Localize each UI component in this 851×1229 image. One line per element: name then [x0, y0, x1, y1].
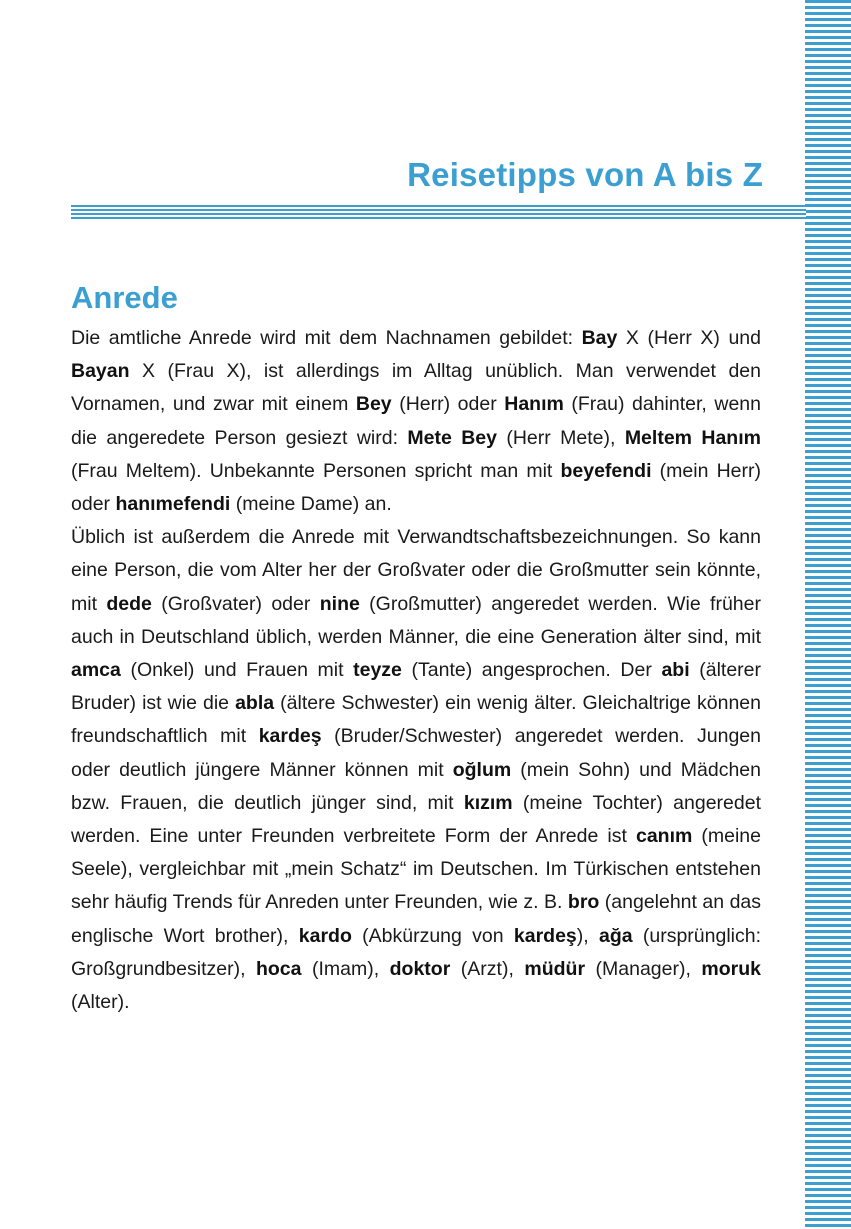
turkish-term: dede [106, 592, 152, 615]
text-run: (mein Herr) oder [71, 459, 761, 516]
turkish-term: moruk [701, 957, 762, 980]
text-run: (ursprünglich: Großgrundbesitzer), [71, 924, 761, 980]
text-run: (Bruder/Schwester) angeredet werden. Jungen oder deutlich jüngere Männer können mit [71, 725, 761, 781]
turkish-term: beyefendi [560, 459, 652, 482]
text-run: ), [576, 924, 599, 947]
article [71, 278, 761, 1019]
text-run: (Arzt), [450, 957, 525, 980]
text-run: (Tante) angesprochen. Der [401, 659, 662, 682]
text-run: (Frau) dahinter, wenn die angeredete Person gesiezt wird: [71, 393, 761, 449]
text-run: (Abkürzung von [351, 924, 514, 947]
turkish-term: Hanım [504, 393, 564, 416]
turkish-term: ağa [598, 924, 633, 947]
turkish-term: müdür [524, 957, 586, 980]
text-run: (Alter). [71, 991, 130, 1014]
turkish-term: abla [235, 692, 275, 715]
text-run: (Frau Meltem). Unbekannte Personen spricht man mit [71, 459, 561, 482]
text-run: (älterer Bruder) ist wie die [71, 659, 761, 715]
turkish-term: Mete Bey [407, 426, 497, 449]
text-run: (Herr) oder [391, 393, 505, 416]
turkish-term: Bey [355, 393, 392, 416]
turkish-term: teyze [353, 659, 402, 682]
edge-stripe-decoration [805, 0, 851, 1229]
turkish-term: Bayan [71, 360, 130, 383]
text-run: (Großmutter) angeredet werden. Wie früher auch in Deutschland üblich, werden Männer, die eine Generation älter sind, mit [71, 592, 761, 648]
turkish-term: hoca [255, 957, 302, 980]
text-run: X (Herr X) und [617, 327, 761, 349]
paragraph-kinship-address [71, 521, 761, 1019]
text-run: Üblich ist außerdem die Anrede mit Verwandtschaftsbezeichnungen. So kann eine Person, die vom Alter her der Großvater oder die Großmutter sein könnte, mit [71, 526, 761, 615]
turkish-term: canım [635, 825, 693, 848]
turkish-term: Meltem Hanım [624, 426, 761, 449]
turkish-term: Bay [581, 327, 618, 349]
text-run: X (Frau X), ist allerdings im Alltag unüblich. Man verwendet den Vornamen, und zwar mit einem [71, 360, 761, 416]
text-run: (Onkel) und Frauen mit [120, 659, 354, 682]
turkish-term: hanımefendi [115, 493, 231, 516]
turkish-term: abi [661, 659, 690, 682]
turkish-term: kızım [463, 791, 513, 814]
turkish-term: kardeş [513, 924, 577, 947]
text-run: (meine Dame) an. [230, 493, 392, 516]
text-run: (meine Tochter) angeredet werden. Eine unter Freunden verbreitete Form der Anrede ist [71, 791, 761, 848]
turkish-term: bro [567, 891, 600, 914]
text-run: (meine Seele), vergleichbar mit „mein Schatz“ im Deutschen. Im Türkischen entstehen sehr häufig Trends für Anreden unter Freunden, wie z. B. [71, 825, 761, 914]
section-title: Reisetipps von A bis Z [407, 156, 763, 193]
text-run: Die amtliche Anrede wird mit dem Nachnamen gebildet: [71, 327, 582, 349]
text-run: (Imam), [301, 957, 390, 980]
paragraph-formal-address [71, 322, 761, 521]
text-run: (Herr Mete), [496, 426, 625, 449]
text-run: (angelehnt an das englische Wort brother), [71, 891, 762, 947]
text-run: (ältere Schwester) ein wenig älter. Gleichaltrige können freundschaftlich mit [71, 692, 761, 748]
turkish-term: oğlum [452, 758, 512, 781]
title-underline-rule [71, 205, 806, 219]
turkish-term: doktor [389, 957, 451, 980]
text-run: (Großvater) oder [151, 592, 320, 615]
turkish-term: kardo [298, 924, 352, 947]
text-run: (mein Sohn) und Mädchen bzw. Frauen, die deutlich jünger sind, mit [71, 758, 761, 814]
text-run: (Manager), [585, 957, 702, 980]
turkish-term: kardeş [258, 725, 322, 748]
turkish-term: nine [319, 592, 360, 615]
article-heading: Anrede [71, 280, 178, 315]
turkish-term: amca [71, 659, 121, 682]
